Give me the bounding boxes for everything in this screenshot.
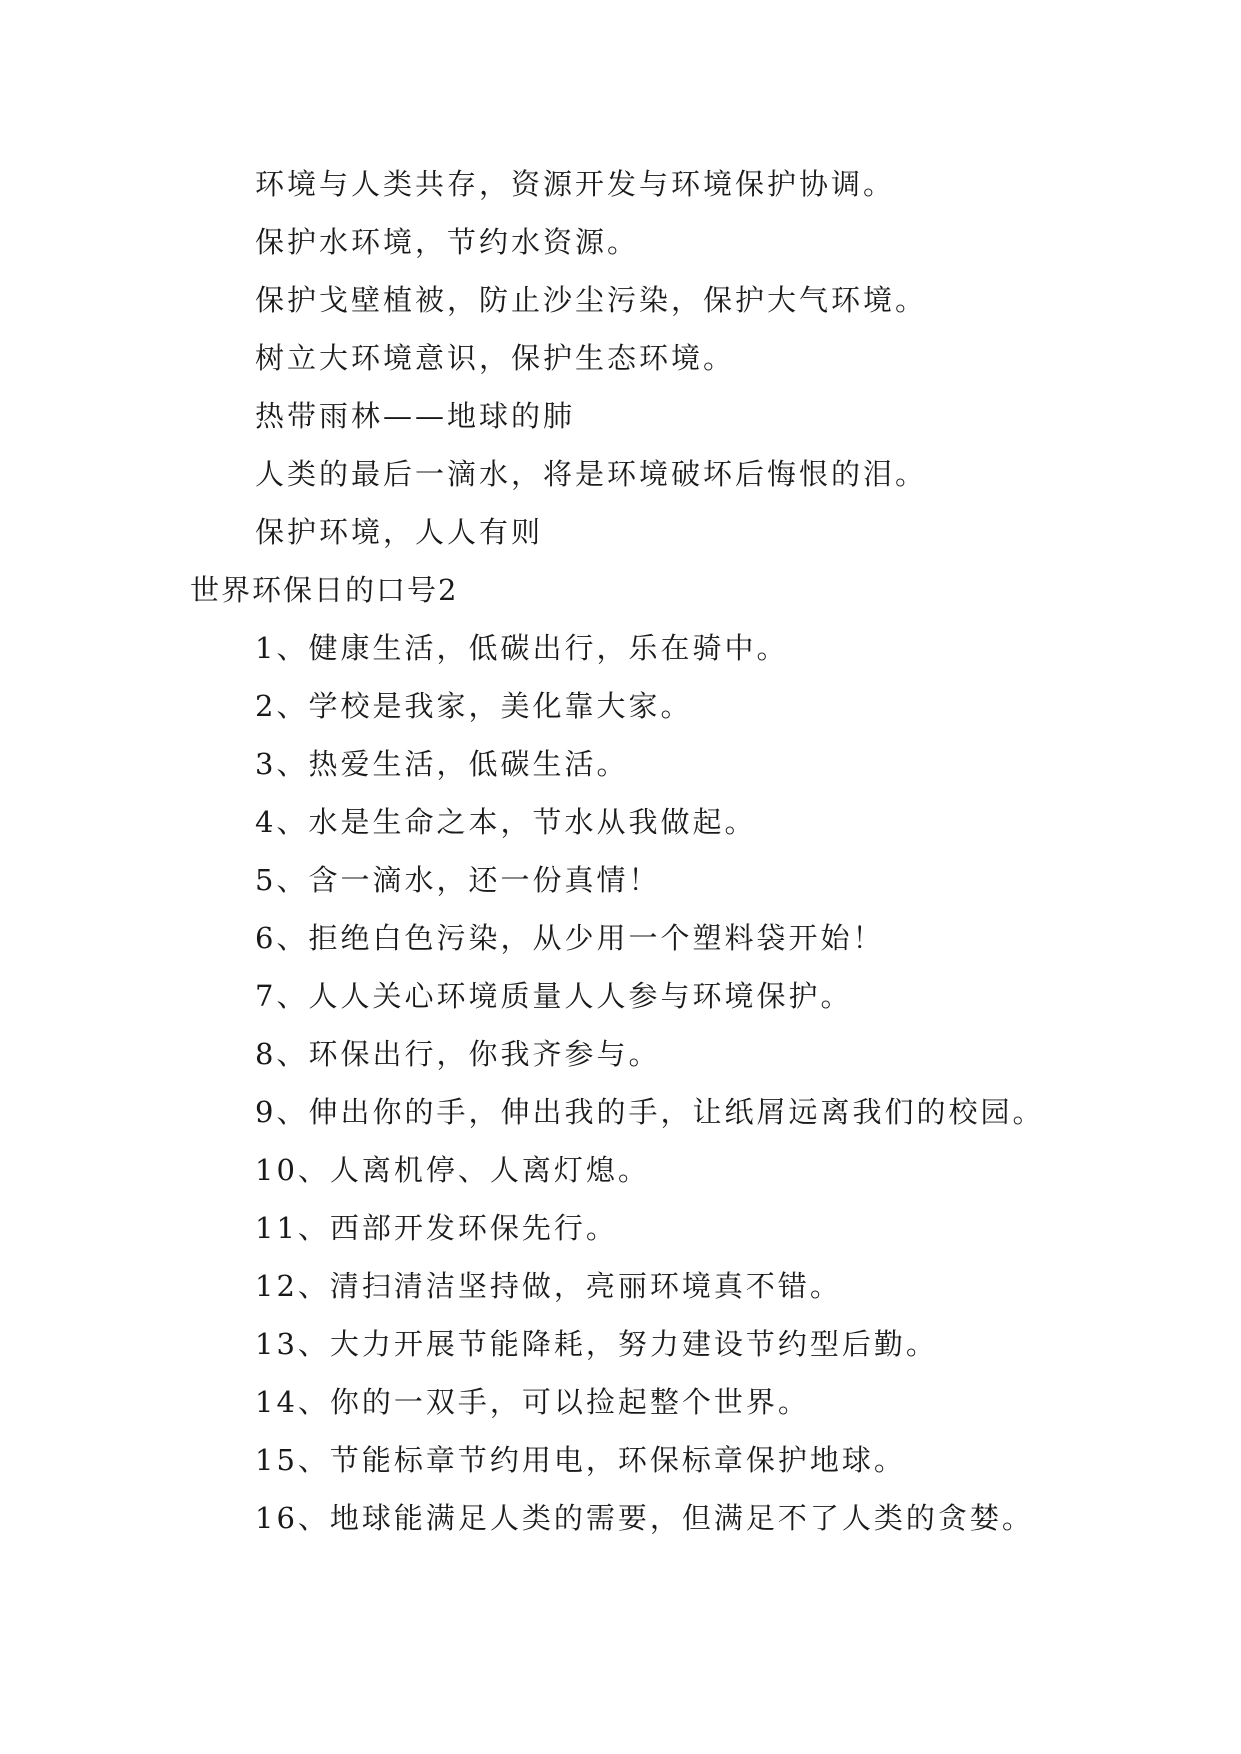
slogan-item: 14、你的一双手，可以捡起整个世界。 (255, 1385, 810, 1419)
section-heading: 世界环保日的口号2 (190, 573, 459, 607)
slogan-item: 9、伸出你的手，伸出我的手，让纸屑远离我们的校园。 (255, 1095, 1045, 1129)
slogan-item: 11、西部开发环保先行。 (255, 1211, 618, 1245)
intro-line: 保护戈壁植被，防止沙尘污染，保护大气环境。 (255, 283, 928, 317)
slogan-item: 5、含一滴水，还一份真情！ (255, 863, 661, 897)
slogan-item: 4、水是生命之本，节水从我做起。 (255, 805, 757, 839)
intro-line: 保护水环境，节约水资源。 (255, 225, 640, 259)
slogan-item: 13、大力开展节能降耗，努力建设节约型后勤。 (255, 1327, 938, 1361)
slogan-item: 2、学校是我家，美化靠大家。 (255, 689, 693, 723)
intro-line: 人类的最后一滴水，将是环境破坏后悔恨的泪。 (255, 457, 928, 491)
slogan-item: 8、环保出行，你我齐参与。 (255, 1037, 661, 1071)
slogan-item: 7、人人关心环境质量人人参与环境保护。 (255, 979, 853, 1013)
slogan-item: 15、节能标章节约用电，环保标章保护地球。 (255, 1443, 906, 1477)
slogan-item: 12、清扫清洁坚持做，亮丽环境真不错。 (255, 1269, 842, 1303)
slogan-item: 1、健康生活，低碳出行，乐在骑中。 (255, 631, 789, 665)
intro-line: 树立大环境意识，保护生态环境。 (255, 341, 736, 375)
intro-line: 保护环境，人人有则 (255, 515, 544, 549)
slogan-item: 6、拒绝白色污染，从少用一个塑料袋开始！ (255, 921, 885, 955)
slogan-item: 10、人离机停、人离灯熄。 (255, 1153, 650, 1187)
intro-line: 热带雨林——地球的肺 (255, 399, 576, 433)
slogan-item: 3、热爱生活，低碳生活。 (255, 747, 629, 781)
slogan-item: 16、地球能满足人类的需要，但满足不了人类的贪婪。 (255, 1501, 1034, 1535)
intro-line: 环境与人类共存，资源开发与环境保护协调。 (255, 167, 896, 201)
